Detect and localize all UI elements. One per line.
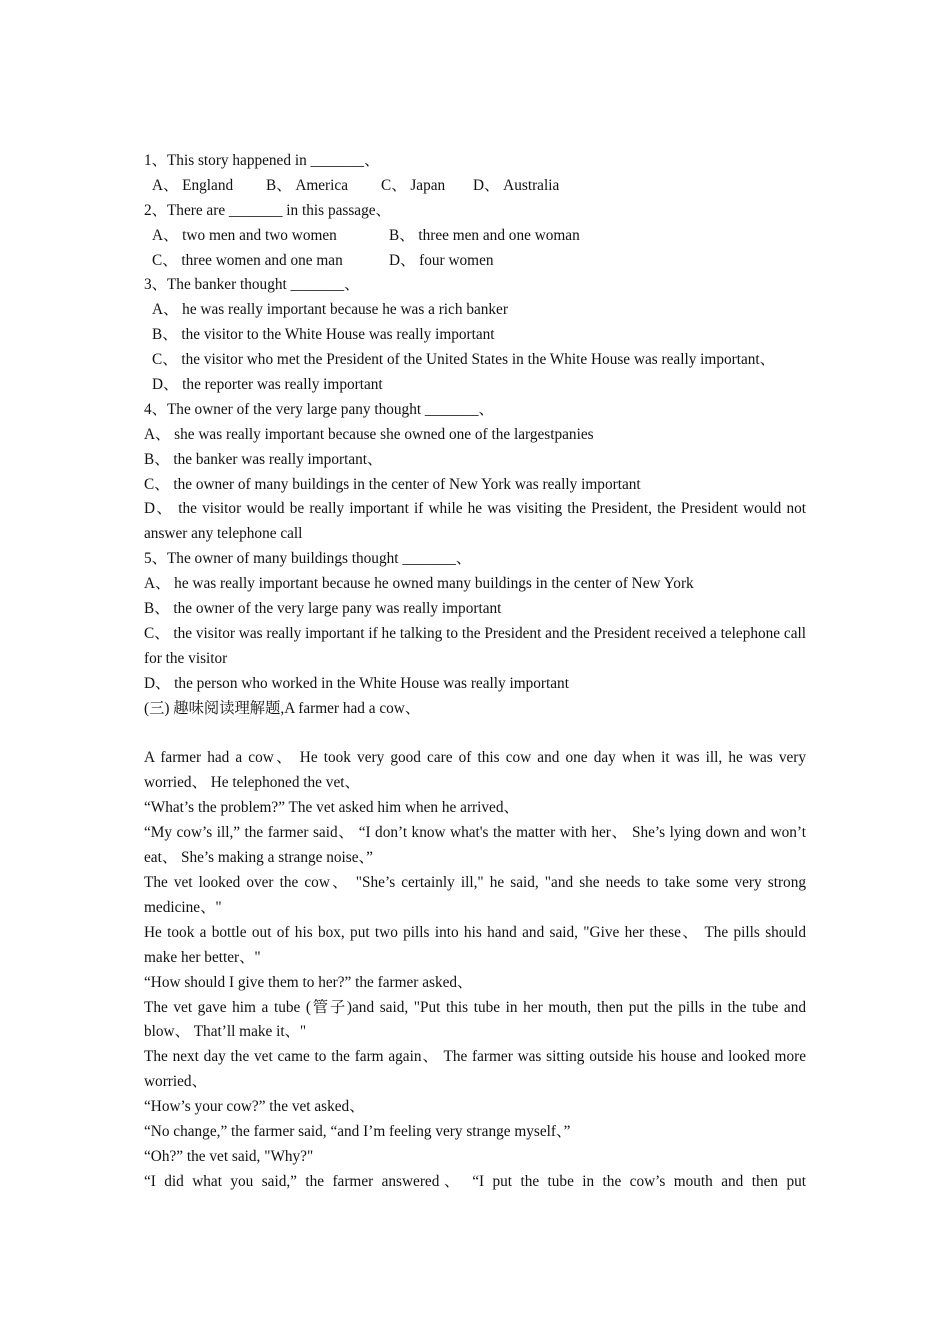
q3-option-a: A、 he was really important because he was a rich banker <box>152 301 508 319</box>
q2-option-d: D、 four women <box>389 251 494 269</box>
q3-option-d: D、 the reporter was really important <box>152 376 383 394</box>
q5-option-d: D、 the person who worked in the White House was really important <box>144 674 569 692</box>
q4-option-a: A、 she was really important because she owned one of the largestpanies <box>144 425 594 443</box>
story-paragraph-1: A farmer had a cow、 He took very good care of this cow and one day when it was ill, he was very worried、 He telephoned the vet、 <box>144 749 806 792</box>
question-2-options-row2 <box>144 249 806 274</box>
q2-option-c: C、 three women and one man <box>152 251 343 269</box>
q5-option-b: B、 the owner of the very large pany was really important <box>144 600 502 618</box>
story-paragraph-8: The next day the vet came to the farm again、 The farmer was sitting outside his house and looked more worried、 <box>144 1048 806 1091</box>
story-paragraph-4: The vet looked over the cow、 "She’s certainly ill," he said, "and she needs to take some very strong medicine、" <box>144 873 806 916</box>
blank-line <box>144 722 806 747</box>
q2-option-b: B、 three men and one woman <box>389 226 580 244</box>
story-paragraph-9: “How’s your cow?” the vet asked、 <box>144 1098 365 1116</box>
story-paragraph-3: “My cow’s ill,” the farmer said、 “I don’t know what's the matter with her、 She’s lying down and won’t eat、 She’s making a strange noise、” <box>144 824 806 867</box>
story-paragraph-12: “I did what you said,” the farmer answered、 “I put the tube in the cow’s mouth and then put <box>144 1172 806 1190</box>
q1-option-c: C、 Japan <box>381 176 446 194</box>
story-paragraph-10: “No change,” the farmer said, “and I’m feeling very strange myself、” <box>144 1123 571 1141</box>
question-1-options <box>144 174 806 199</box>
section-heading: (三) 趣味阅读理解题,A farmer had a cow、 <box>144 699 421 717</box>
question-1-stem: 1、This story happened in _______、 <box>144 152 380 169</box>
story-paragraph-7: The vet gave him a tube (管子)and said, "Put this tube in her mouth, then put the pills in the tube and blow、 That’ll make it、" <box>144 998 806 1041</box>
story-paragraph-6: “How should I give them to her?” the farmer asked、 <box>144 973 473 991</box>
question-5-stem: 5、The owner of many buildings thought _______、 <box>144 550 472 568</box>
q1-option-a: A、 England <box>152 176 234 194</box>
story-paragraph-2: “What’s the problem?” The vet asked him when he arrived、 <box>144 799 519 817</box>
document-page <box>144 149 806 1195</box>
q4-option-d: D、 the visitor would be really important if while he was visiting the President, the President would not answer any telephone call <box>144 500 806 543</box>
q1-option-b: B、 America <box>266 176 348 194</box>
q5-option-a: A、 he was really important because he owned many buildings in the center of New York <box>144 575 694 593</box>
q4-option-b: B、 the banker was really important、 <box>144 450 383 468</box>
q3-option-b: B、 the visitor to the White House was really important <box>152 326 495 344</box>
story-paragraph-5: He took a bottle out of his box, put two pills into his hand and said, "Give her these、 The pills should make her better、" <box>144 923 806 966</box>
q2-option-a: A、 two men and two women <box>152 226 337 244</box>
q3-option-c: C、 the visitor who met the President of the United States in the White House was really important、 <box>152 351 775 369</box>
q5-option-c: C、 the visitor was really important if he talking to the President and the President received a telephone call for the visitor <box>144 624 806 667</box>
q4-option-c: C、 the owner of many buildings in the center of New York was really important <box>144 475 641 493</box>
question-3-stem: 3、The banker thought _______、 <box>144 276 360 294</box>
question-2-stem: 2、There are _______ in this passage、 <box>144 201 391 219</box>
q1-option-d: D、 Australia <box>473 176 560 194</box>
question-4-stem: 4、The owner of the very large pany thought _______、 <box>144 400 494 418</box>
question-2-options-row1 <box>144 224 806 249</box>
story-paragraph-11: “Oh?” the vet said, "Why?" <box>144 1147 314 1165</box>
